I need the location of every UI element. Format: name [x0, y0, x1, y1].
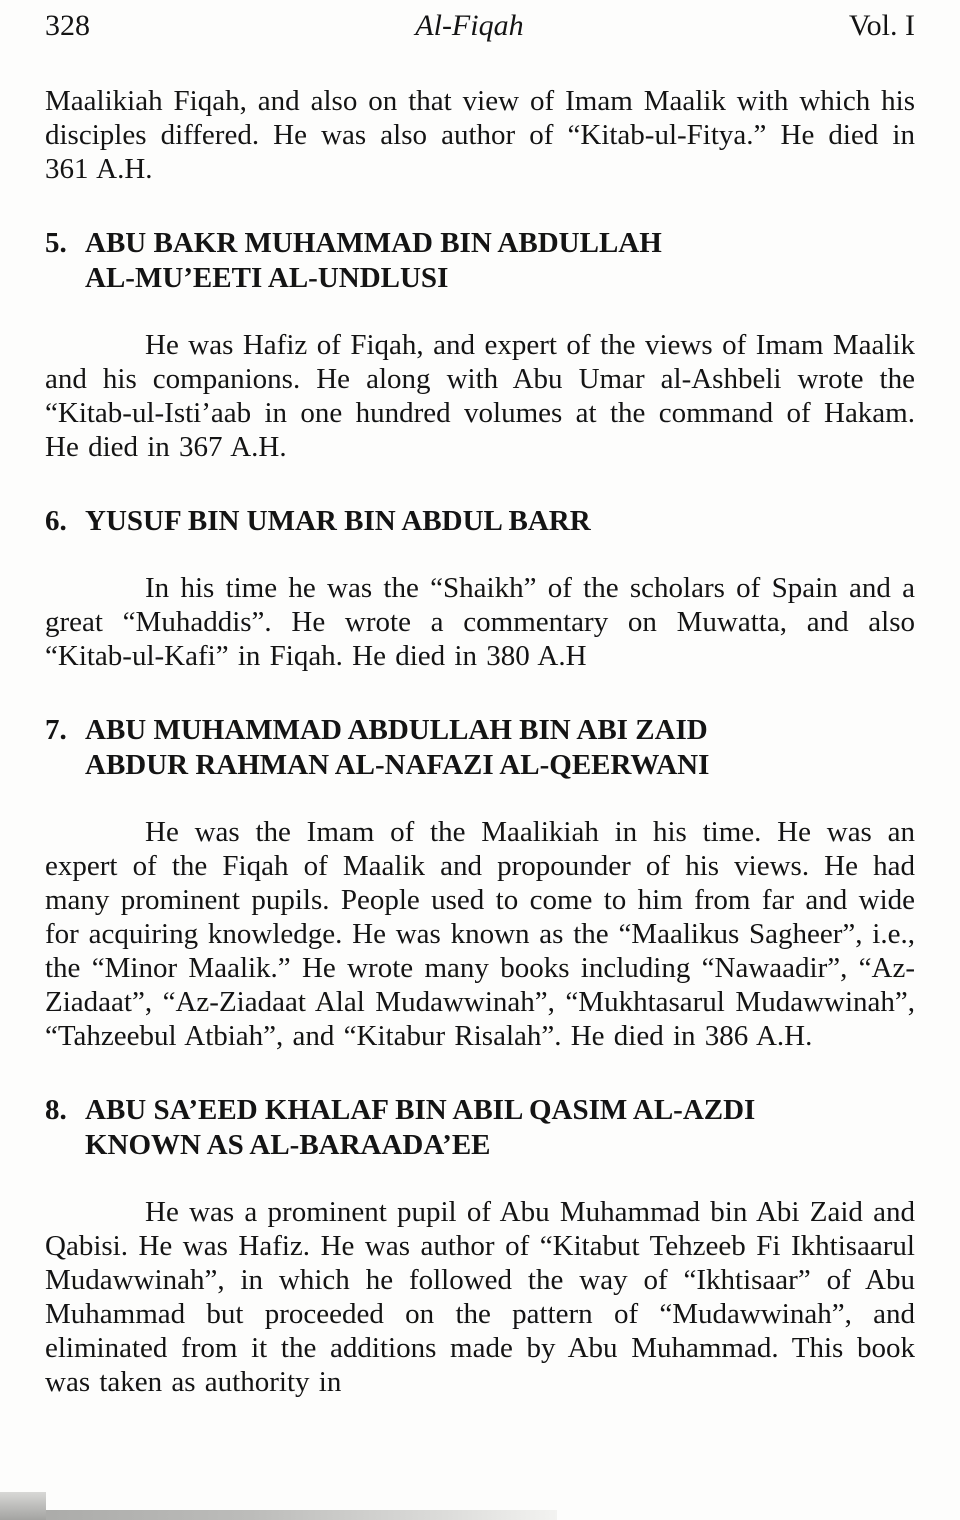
entry-heading-text	[85, 1093, 915, 1163]
heading-line: ABU BAKR MUHAMMAD BIN ABDULLAH	[85, 227, 662, 259]
entry-heading	[45, 504, 915, 539]
entry-body: He was the Imam of the Maalikiah in his time. He was an expert of the Fiqah of Maalik and propounder of his views. He had many prominent pupils. People used to come to him from far and wide for acquiring knowledge. He was known as the “Maalikus Sagheer”, i.e., the “Minor Maalik.” He wrote many books including “Nawaadir”, “Az-Ziadaat”, “Az-Ziadaat Alal Mudawwinah”, “Mukhtasarul Mudawwinah”, “Tahzeebul Atbiah”, and “Kitabur Risalah”. He died in 386 A.H.	[45, 816, 915, 1052]
entry-heading-text	[85, 504, 915, 539]
entry-heading-text	[85, 713, 915, 783]
entry-7	[45, 713, 915, 1053]
scan-edge-corner-artifact	[0, 1492, 46, 1520]
entry-number: 8.	[45, 1094, 67, 1126]
heading-line: ABU SA’EED KHALAF BIN ABIL QASIM AL-AZDI	[85, 1094, 756, 1126]
page-header	[45, 8, 915, 44]
entry-5	[45, 226, 915, 464]
heading-line: KNOWN AS AL-BARAADA’EE	[85, 1129, 491, 1161]
entry-number: 7.	[45, 714, 67, 746]
heading-line: AL-MU’EETI AL-UNDLUSI	[85, 262, 449, 294]
entry-heading	[45, 1093, 915, 1163]
entry-number: 5.	[45, 227, 67, 259]
entry-body: He was a prominent pupil of Abu Muhammad bin Abi Zaid and Qabisi. He was Hafiz. He was author of “Kitabut Tehzeeb Fi Ikhtisaarul Mudawwinah”, in which he followed the way of “Ikhtisaar” of Abu Muhammad but proceeded on the pattern of “Mudawwinah”, and eliminated from it the additions made by Abu Muhammad. This book was taken as authority in	[45, 1196, 915, 1398]
page-number: 328	[45, 9, 90, 42]
heading-line: YUSUF BIN UMAR BIN ABDUL BARR	[85, 505, 591, 537]
book-title: Al-Fiqah	[415, 9, 524, 42]
heading-line: ABU MUHAMMAD ABDULLAH BIN ABI ZAID	[85, 714, 708, 746]
scan-edge-artifact	[0, 1510, 557, 1520]
heading-line: ABDUR RAHMAN AL-NAFAZI AL-QEERWANI	[85, 749, 710, 781]
continuation-paragraph: Maalikiah Fiqah, and also on that view of Imam Maalik with which his disciples differed. He was also author of “Kitab-ul-Fitya.” He died in 361 A.H.	[45, 85, 915, 185]
entry-heading	[45, 226, 915, 296]
entry-6	[45, 504, 915, 673]
entry-number: 6.	[45, 505, 67, 537]
entry-heading-text	[85, 226, 915, 296]
entry-heading	[45, 713, 915, 783]
entry-8	[45, 1093, 915, 1399]
volume-label: Vol. I	[848, 9, 915, 42]
entry-body: In his time he was the “Shaikh” of the scholars of Spain and a great “Muhaddis”. He wrote a commentary on Muwatta, and also “Kitab-ul-Kafi” in Fiqah. He died in 380 A.H	[45, 572, 915, 672]
entry-body: He was Hafiz of Fiqah, and expert of the views of Imam Maalik and his companions. He along with Abu Umar al-Ashbeli wrote the “Kitab-ul-Isti’aab in one hundred volumes at the command of Hakam. He died in 367 A.H.	[45, 329, 915, 463]
